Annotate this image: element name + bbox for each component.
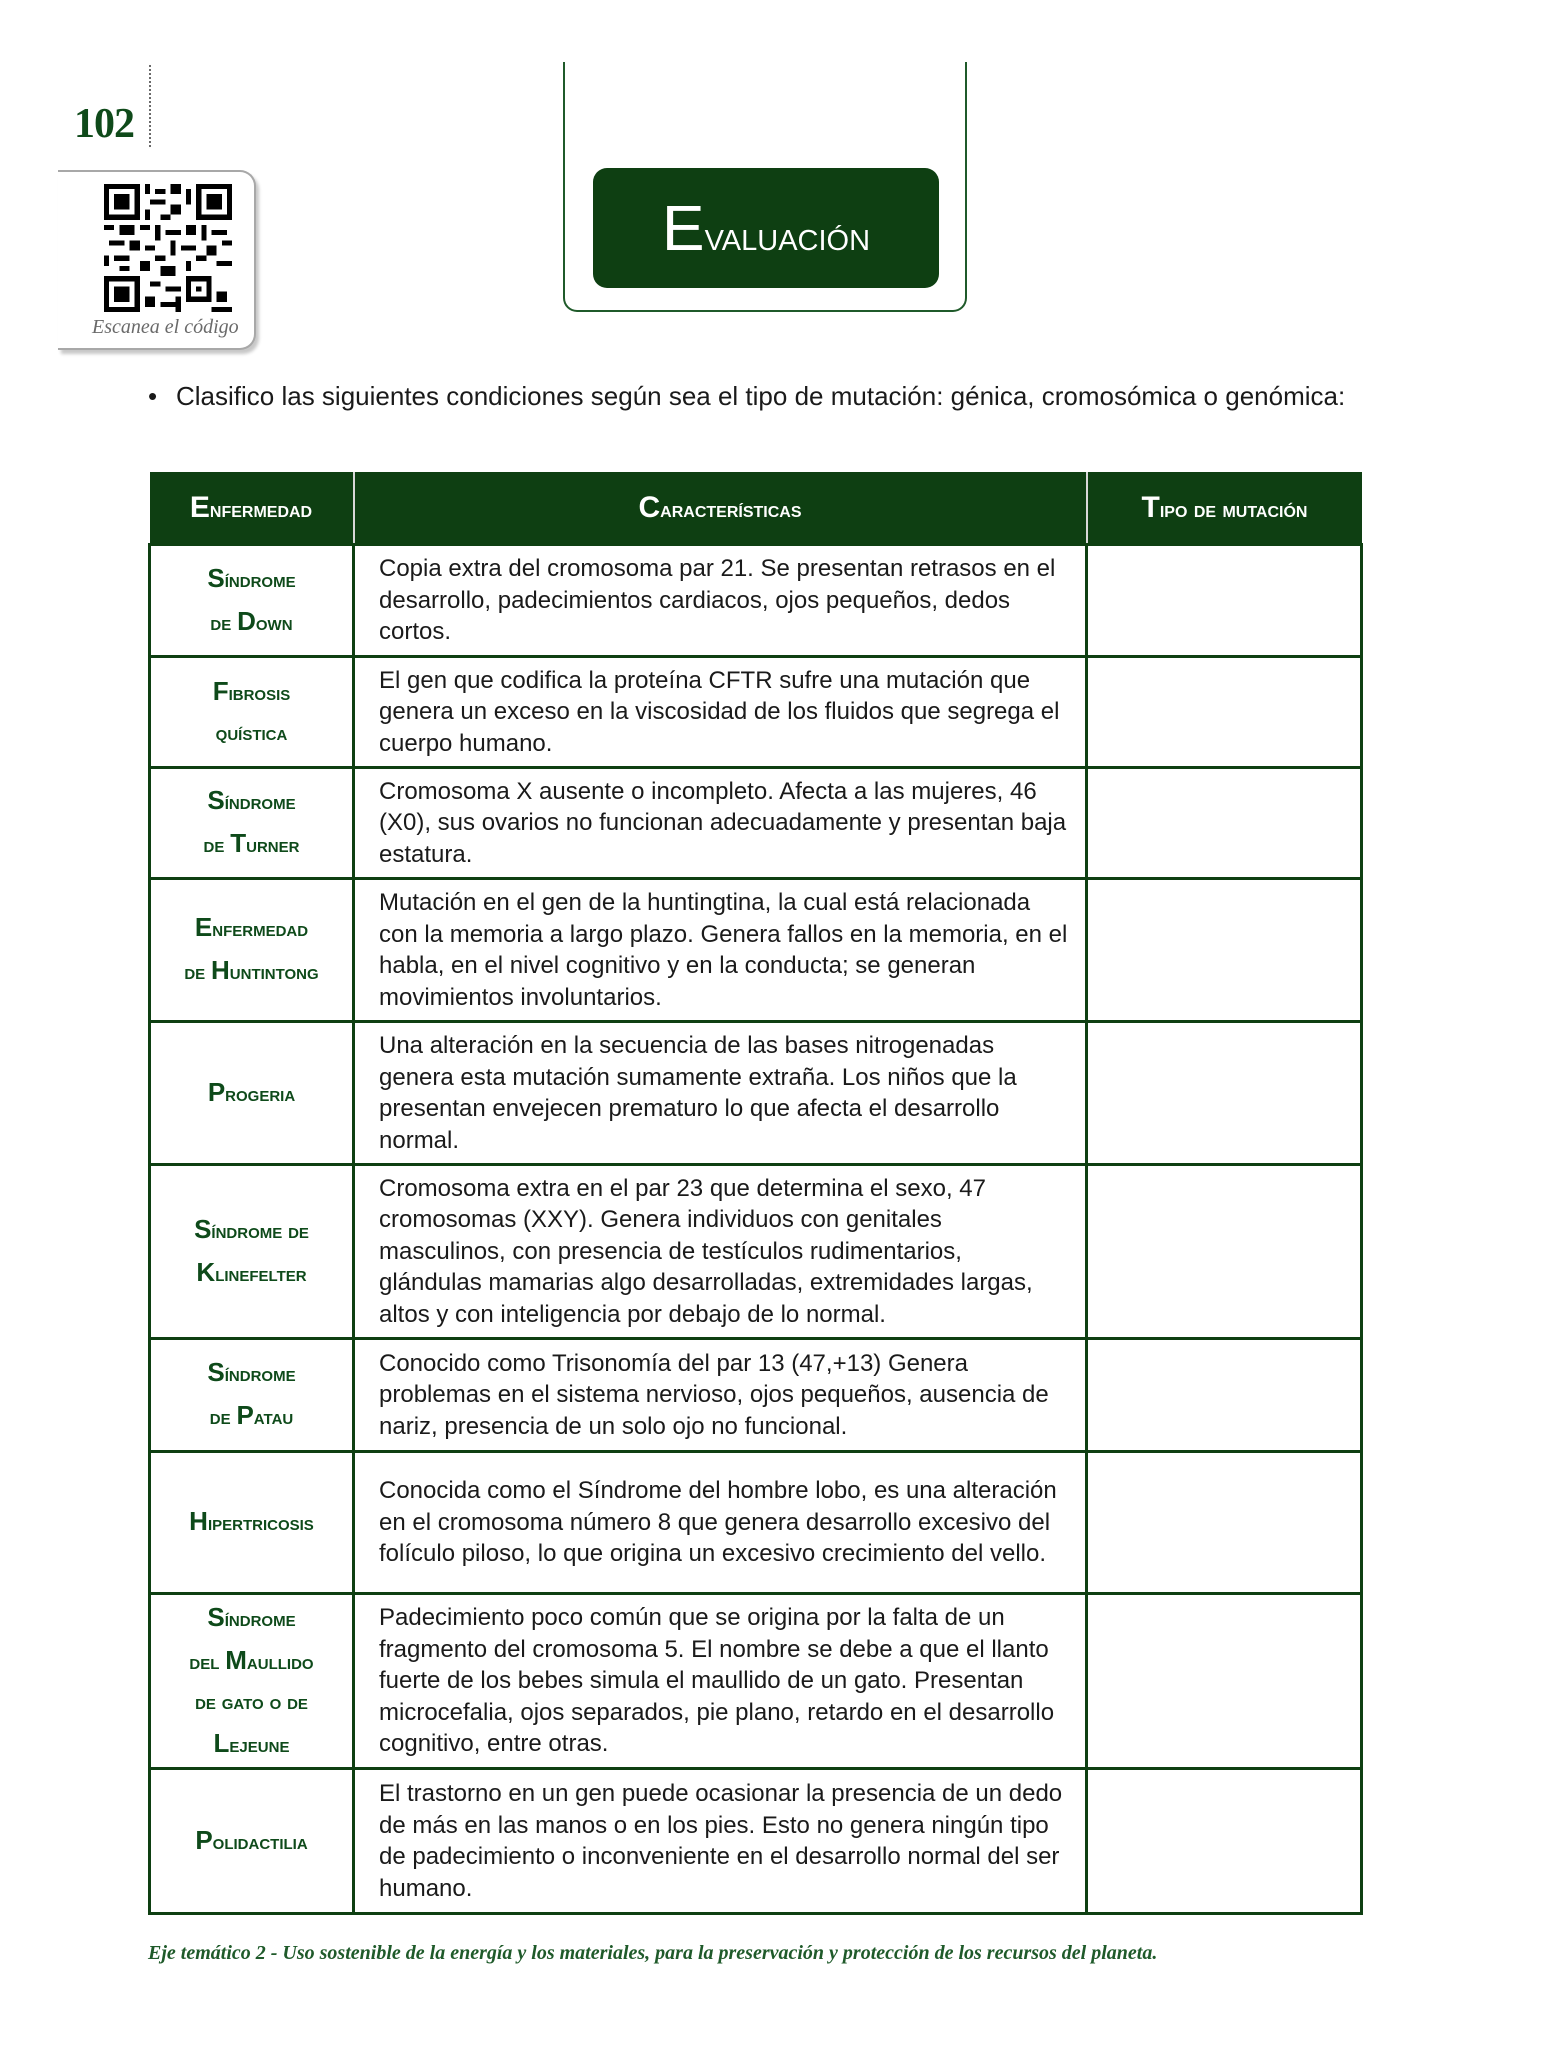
disease-name (150, 1022, 354, 1165)
disease-description: Cromosoma X ausente o incompleto. Afecta a las mujeres, 46 (X0), sus ovarios no funcionan adecuadamente y presentan baja estatura. (354, 768, 1087, 879)
disease-name-line: Lejeune (213, 1727, 290, 1758)
table-row (150, 1594, 1362, 1769)
header-characteristics: Características (354, 472, 1087, 545)
disease-name-line: Síndrome de (194, 1213, 309, 1244)
qr-card[interactable] (58, 170, 256, 350)
footer-theme: Eje temático 2 - Uso sostenible de la energía y los materiales, para la preservación y protección de los recursos del planeta. (148, 1942, 1158, 1964)
disease-name-line: Síndrome (207, 785, 296, 815)
disease-name-line: Enfermedad (194, 912, 309, 942)
disease-description: Padecimiento poco común que se origina por la falta de un fragmento del cromosoma 5. El nombre se debe a que el llanto fuerte de los bebes simula el maullido de un gato. Presentan microcefalia, ojos separados, pie plano, retardo en el desarrollo cognitivo, entre otras. (354, 1594, 1087, 1769)
table-row (150, 1769, 1362, 1914)
table-body (150, 545, 1362, 1914)
disease-name-line: Progeria (207, 1076, 296, 1107)
table-row (150, 1452, 1362, 1594)
disease-name (150, 879, 354, 1022)
table-row (150, 768, 1362, 879)
page-number: 102 (74, 101, 134, 147)
instruction-text: Clasifico las siguientes condiciones según sea el tipo de mutación: génica, cromosómica o genómica: (176, 381, 1346, 411)
disease-description: Cromosoma extra en el par 23 que determina el sexo, 47 cromosomas (XXY). Genera individuos con genitales masculinos, con presencia de testículos rudimentarios, glándulas mamarias algo desarrolladas, extremidades largas, altos y con inteligencia por debajo de lo normal. (354, 1165, 1087, 1339)
mutation-type-answer-field[interactable] (1087, 1769, 1362, 1914)
disease-name-line: Síndrome (207, 1357, 296, 1387)
disease-name (150, 1452, 354, 1594)
section-title: Evaluación (661, 192, 871, 264)
mutation-type-answer-field[interactable] (1087, 1022, 1362, 1165)
bullet-icon: • (148, 381, 158, 411)
disease-name (150, 657, 354, 768)
disease-name (150, 768, 354, 879)
disease-name-line: Fibrosis (212, 675, 291, 706)
table-row (150, 1165, 1362, 1339)
qr-code-icon[interactable] (104, 184, 232, 312)
header-disease: Enfermedad (150, 472, 354, 545)
table-header-row (150, 472, 1362, 545)
disease-name-line: del Maullido (189, 1644, 314, 1675)
disease-description: Conocida como el Síndrome del hombre lobo, es una alteración en el cromosoma número 8 que genera desarrollo excesivo del folículo piloso, lo que origina un excesivo crecimiento del vello. (354, 1452, 1087, 1594)
mutation-type-answer-field[interactable] (1087, 657, 1362, 768)
disease-name-line: de Turner (203, 828, 300, 858)
disease-name-line: Síndrome (207, 562, 296, 593)
disease-description: Mutación en el gen de la huntingtina, la cual está relacionada con la memoria a largo plazo. Genera fallos en la memoria, en el habla, en el nivel cognitivo y en la conducta; se generan movimientos involuntarios. (354, 879, 1087, 1022)
disease-description: El trastorno en un gen puede ocasionar la presencia de un dedo de más en las manos o en los pies. Esto no genera ningún tipo de padecimiento o inconveniente en el desarrollo normal del ser humano. (354, 1769, 1087, 1914)
disease-name (150, 1339, 354, 1452)
table-row (150, 1339, 1362, 1452)
header-mutation-type: Tipo de mutación (1087, 472, 1362, 545)
disease-description: Copia extra del cromosoma par 21. Se presentan retrasos en el desarrollo, padecimientos cardiacos, ojos pequeños, dedos cortos. (354, 545, 1087, 657)
table-row (150, 657, 1362, 768)
section-title-frame (563, 62, 967, 312)
disease-name-line: de Patau (209, 1400, 294, 1430)
disease-description: Una alteración en la secuencia de las bases nitrogenadas genera esta mutación sumamente extraña. Los niños que la presentan envejecen prematuro lo que afecta el desarrollo normal. (354, 1022, 1087, 1165)
mutation-type-answer-field[interactable] (1087, 768, 1362, 879)
disease-name-line: Hipertricosis (189, 1506, 314, 1536)
disease-name (150, 1165, 354, 1339)
table-row (150, 1022, 1362, 1165)
mutation-table (148, 472, 1363, 1915)
disease-name-line: de gato o de (195, 1690, 308, 1714)
disease-name (150, 545, 354, 657)
disease-name-line: de Huntintong (184, 955, 319, 985)
disease-name-line: quística (215, 721, 288, 745)
table-row (150, 545, 1362, 657)
disease-name (150, 1594, 354, 1769)
instruction (148, 378, 1388, 414)
disease-name-line: Klinefelter (196, 1256, 307, 1287)
table-row (150, 879, 1362, 1022)
section-title-badge (593, 168, 939, 288)
disease-description: Conocido como Trisonomía del par 13 (47,+13) Genera problemas en el sistema nervioso, ojos pequeños, ausencia de nariz, presencia de un solo ojo no funcional. (354, 1339, 1087, 1452)
mutation-type-answer-field[interactable] (1087, 1339, 1362, 1452)
mutation-type-answer-field[interactable] (1087, 545, 1362, 657)
disease-name-line: de Down (210, 605, 293, 636)
disease-name (150, 1769, 354, 1914)
disease-name-line: Polidactilia (195, 1824, 308, 1855)
qr-caption: Escanea el código (92, 316, 239, 338)
disease-name-line: Síndrome (207, 1601, 296, 1632)
mutation-type-answer-field[interactable] (1087, 1452, 1362, 1594)
mutation-type-answer-field[interactable] (1087, 879, 1362, 1022)
mutation-type-answer-field[interactable] (1087, 1165, 1362, 1339)
dotted-divider (149, 65, 151, 147)
disease-description: El gen que codifica la proteína CFTR sufre una mutación que genera un exceso en la viscosidad de los fluidos que segrega el cuerpo humano. (354, 657, 1087, 768)
mutation-type-answer-field[interactable] (1087, 1594, 1362, 1769)
